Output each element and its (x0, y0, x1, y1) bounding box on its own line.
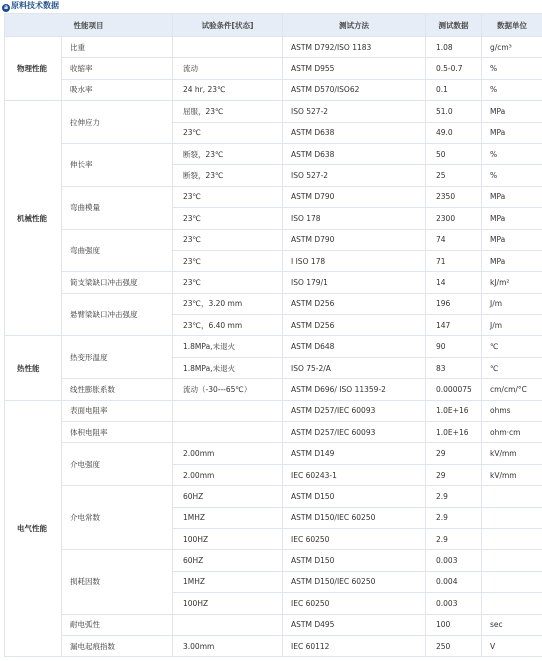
unit-cell: kJ/m² (482, 272, 542, 293)
value-cell: 0.000075 (426, 379, 482, 400)
table-row (5, 422, 542, 443)
condition-cell: 60HZ (173, 550, 283, 571)
unit-cell: J/m (482, 315, 542, 336)
property-cell: 比重 (62, 37, 173, 58)
page-title (2, 0, 59, 12)
property-cell: 收缩率 (62, 58, 173, 79)
unit-cell: % (482, 58, 542, 79)
unit-cell: kV/mm (482, 443, 542, 464)
unit-cell: MPa (482, 229, 542, 250)
table-row (5, 293, 542, 314)
value-cell: 2.9 (426, 486, 482, 507)
property-cell: 体积电阻率 (62, 422, 173, 443)
unit-cell: V (482, 635, 542, 656)
condition-cell: 23℃ (173, 250, 283, 271)
method-cell: ASTM D648 (283, 336, 426, 357)
method-cell: ASTM D638 (283, 122, 426, 143)
property-cell: 介电常数 (62, 486, 173, 550)
method-cell: ASTM D792/ISO 1183 (283, 37, 426, 58)
category-cell: 机械性能 (5, 101, 62, 336)
value-cell: 25 (426, 165, 482, 186)
method-cell: ASTM D257/IEC 60093 (283, 400, 426, 421)
value-cell: 2300 (426, 208, 482, 229)
property-cell: 表面电阻率 (62, 400, 173, 421)
unit-cell: ℃ (482, 357, 542, 378)
value-cell: 14 (426, 272, 482, 293)
unit-cell: ohm·cm (482, 422, 542, 443)
method-cell: ISO 178 (283, 208, 426, 229)
method-cell: ASTM D150 (283, 486, 426, 507)
condition-cell: 60HZ (173, 486, 283, 507)
property-cell: 吸水率 (62, 79, 173, 100)
method-cell: ASTM D256 (283, 315, 426, 336)
table-row (5, 614, 542, 635)
method-cell: ASTM D495 (283, 614, 426, 635)
unit-cell: MPa (482, 186, 542, 207)
method-cell: IEC 60250 (283, 528, 426, 549)
unit-cell: MPa (482, 250, 542, 271)
table-row (5, 143, 542, 164)
condition-cell: 23℃ (173, 122, 283, 143)
value-cell: 0.5-0.7 (426, 58, 482, 79)
method-cell: ASTM D150/IEC 60250 (283, 571, 426, 592)
method-cell: ISO 179/1 (283, 272, 426, 293)
property-cell: 简支梁缺口冲击强度 (62, 272, 173, 293)
unit-cell: ℃ (482, 336, 542, 357)
value-cell: 0.1 (426, 79, 482, 100)
table-row (5, 400, 542, 421)
value-cell: 0.003 (426, 593, 482, 614)
condition-cell: 1.8MPa,未退火 (173, 336, 283, 357)
column-header: 测试方法 (283, 14, 426, 37)
condition-cell: 屈服，23℃ (173, 101, 283, 122)
value-cell: 0.003 (426, 550, 482, 571)
property-cell: 损耗因数 (62, 550, 173, 614)
method-cell: I ISO 178 (283, 250, 426, 271)
unit-cell: cm/cm/°C (482, 379, 542, 400)
unit-cell: % (482, 165, 542, 186)
method-cell: ASTM D257/IEC 60093 (283, 422, 426, 443)
unit-cell: MPa (482, 208, 542, 229)
method-cell: ASTM D955 (283, 58, 426, 79)
table-header-row (5, 14, 542, 37)
table-body (5, 37, 542, 657)
value-cell: 2.9 (426, 528, 482, 549)
condition-cell: 1MHZ (173, 507, 283, 528)
condition-cell: 23℃，3.20 mm (173, 293, 283, 314)
value-cell: 250 (426, 635, 482, 656)
unit-cell (482, 486, 542, 507)
value-cell: 2.9 (426, 507, 482, 528)
condition-cell (173, 422, 283, 443)
table-row (5, 336, 542, 357)
method-cell: ISO 75-2/A (283, 357, 426, 378)
unit-cell: kV/mm (482, 464, 542, 485)
property-cell: 介电强度 (62, 443, 173, 486)
condition-cell: 断裂，23℃ (173, 143, 283, 164)
table-row (5, 58, 542, 79)
unit-cell: % (482, 79, 542, 100)
condition-cell: 100HZ (173, 593, 283, 614)
value-cell: 100 (426, 614, 482, 635)
table-row (5, 486, 542, 507)
condition-cell: 23℃，6.40 mm (173, 315, 283, 336)
category-cell: 物理性能 (5, 37, 62, 101)
value-cell: 51.0 (426, 101, 482, 122)
unit-cell: sec (482, 614, 542, 635)
value-cell: 49.0 (426, 122, 482, 143)
material-data-table (4, 13, 542, 657)
method-cell: ASTM D256 (283, 293, 426, 314)
method-cell: ASTM D638 (283, 143, 426, 164)
value-cell: 196 (426, 293, 482, 314)
unit-cell: MPa (482, 101, 542, 122)
category-cell: 热性能 (5, 336, 62, 400)
method-cell: ISO 527-2 (283, 101, 426, 122)
unit-cell (482, 528, 542, 549)
value-cell: 50 (426, 143, 482, 164)
table-row (5, 379, 542, 400)
condition-cell: 流动（-30---65℃） (173, 379, 283, 400)
table-row (5, 635, 542, 656)
method-cell: ASTM D790 (283, 229, 426, 250)
unit-cell: ohms (482, 400, 542, 421)
method-cell: ASTM D149 (283, 443, 426, 464)
method-cell: ASTM D150 (283, 550, 426, 571)
column-header: 试验条件[状态] (173, 14, 283, 37)
value-cell: 90 (426, 336, 482, 357)
unit-cell (482, 593, 542, 614)
unit-cell: g/cm³ (482, 37, 542, 58)
property-cell: 悬臂梁缺口冲击强度 (62, 293, 173, 336)
unit-cell: J/m (482, 293, 542, 314)
property-cell: 拉伸应力 (62, 101, 173, 144)
category-cell: 电气性能 (5, 400, 62, 657)
condition-cell: 1.8MPa,未退火 (173, 357, 283, 378)
value-cell: 1.0E+16 (426, 422, 482, 443)
unit-cell: % (482, 143, 542, 164)
value-cell: 74 (426, 229, 482, 250)
property-cell: 热变形温度 (62, 336, 173, 379)
method-cell: IEC 60112 (283, 635, 426, 656)
value-cell: 71 (426, 250, 482, 271)
condition-cell: 流动 (173, 58, 283, 79)
condition-cell: 23℃ (173, 229, 283, 250)
condition-cell: 3.00mm (173, 635, 283, 656)
condition-cell: 24 hr, 23℃ (173, 79, 283, 100)
method-cell: ASTM D790 (283, 186, 426, 207)
table-row (5, 550, 542, 571)
value-cell: 0.004 (426, 571, 482, 592)
column-header: 性能项目 (5, 14, 173, 37)
condition-cell: 2.00mm (173, 464, 283, 485)
unit-cell: MPa (482, 122, 542, 143)
condition-cell: 23℃ (173, 272, 283, 293)
circle-a-icon: a (3, 4, 9, 11)
table-row (5, 79, 542, 100)
condition-cell: 1MHZ (173, 571, 283, 592)
method-cell: ASTM D150/IEC 60250 (283, 507, 426, 528)
table-row (5, 272, 542, 293)
condition-cell: 2.00mm (173, 443, 283, 464)
table-row (5, 186, 542, 207)
condition-cell: 23℃ (173, 186, 283, 207)
page-title-text: 原料技术数据 (11, 1, 59, 10)
value-cell: 29 (426, 443, 482, 464)
property-cell: 漏电起痕指数 (62, 635, 173, 656)
value-cell: 83 (426, 357, 482, 378)
condition-cell: 100HZ (173, 528, 283, 549)
property-cell: 线性膨胀系数 (62, 379, 173, 400)
unit-cell (482, 571, 542, 592)
column-header: 测试数据 (426, 14, 482, 37)
property-cell: 伸长率 (62, 143, 173, 186)
table-row (5, 443, 542, 464)
table-row (5, 101, 542, 122)
value-cell: 1.08 (426, 37, 482, 58)
method-cell: IEC 60243-1 (283, 464, 426, 485)
unit-cell (482, 550, 542, 571)
table-row (5, 37, 542, 58)
condition-cell (173, 400, 283, 421)
condition-cell (173, 37, 283, 58)
table-row (5, 229, 542, 250)
condition-cell: 断裂，23℃ (173, 165, 283, 186)
condition-cell (173, 614, 283, 635)
method-cell: ASTM D696/ ISO 11359-2 (283, 379, 426, 400)
condition-cell: 23℃ (173, 208, 283, 229)
method-cell: ISO 527-2 (283, 165, 426, 186)
unit-cell (482, 507, 542, 528)
value-cell: 2350 (426, 186, 482, 207)
property-cell: 弯曲模量 (62, 186, 173, 229)
column-header: 数据单位 (482, 14, 542, 37)
method-cell: IEC 60250 (283, 593, 426, 614)
method-cell: ASTM D570/ISO62 (283, 79, 426, 100)
property-cell: 弯曲强度 (62, 229, 173, 272)
property-cell: 耐电弧性 (62, 614, 173, 635)
value-cell: 1.0E+16 (426, 400, 482, 421)
value-cell: 29 (426, 464, 482, 485)
value-cell: 147 (426, 315, 482, 336)
